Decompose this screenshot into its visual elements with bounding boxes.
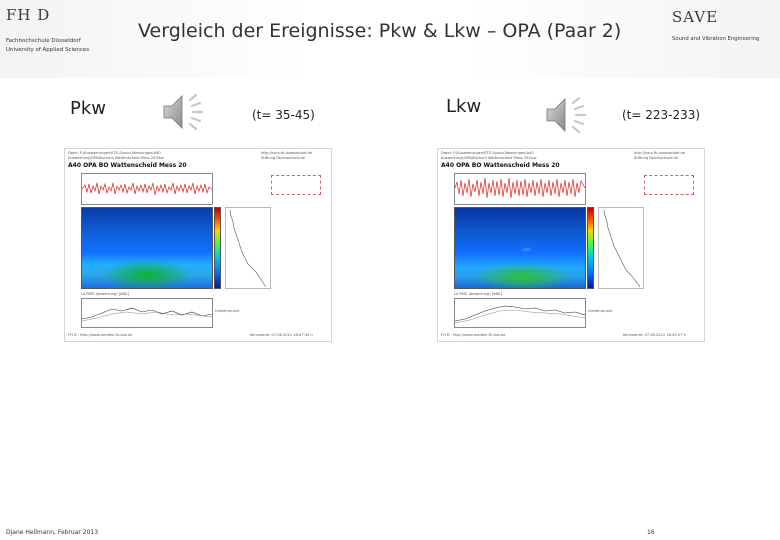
author-date: Djane Hellmann, Februar 2013 [6, 529, 99, 536]
lkw-spectrogram-panel [437, 148, 705, 342]
panel-path-line1: Datei: F:\Auswertungen\ETS-Sound-Messungen\A40 [68, 151, 161, 155]
speaker-sound-icon[interactable] [160, 92, 210, 132]
rms-curve-plot [454, 298, 586, 328]
panel-footer-right: Kennwerte: 07.08.2012 18:47:34 h [250, 333, 313, 337]
rms-label: Ld RMS (bewertung) [dBA] [454, 292, 502, 296]
rms-legend: Umkehrpunkt [215, 309, 240, 313]
panel-header-right2: Stiftung Fachhochschule [261, 156, 305, 160]
pkw-label: Pkw [70, 98, 106, 119]
time-trace-plot [81, 173, 213, 205]
pkw-spectrogram-panel [64, 148, 332, 342]
rms-label: Ld RMS (bewertung) [dBA] [81, 292, 129, 296]
pkw-time-range: (t= 35-45) [252, 108, 315, 122]
lkw-time-range: (t= 223-233) [622, 108, 701, 122]
panel-title: A40 OPA BO Wattenscheid Mess 20 [441, 162, 560, 169]
legend-box [644, 175, 694, 195]
panel-footer-right: Kennwerte: 07.08.2012 18:49:27 h [623, 333, 686, 337]
spectrum-profile [598, 207, 644, 289]
color-scale-bar [587, 207, 594, 289]
panel-footer: FH D · http://www.medien-fh-dus.de [441, 333, 506, 337]
panel-path-line1: Datei: F:\Auswertungen\ETS-Sound-Messungen\A40 [441, 151, 534, 155]
panel-path-line2: Auswertung\OPA\Bochum Wattenscheid Mess 20\Pkw [68, 156, 164, 160]
panel-header-right1: http://kurs.fh-duesseldorf.de [634, 151, 685, 155]
color-scale-bar [214, 207, 221, 289]
save-logo: SAVE [672, 8, 719, 26]
spectrogram-image [81, 207, 213, 289]
slide-title: Vergleich der Ereignisse: Pkw & Lkw – OPA (Paar 2) [138, 20, 622, 42]
legend-box [271, 175, 321, 195]
panel-header-right2: Stiftung Fachhochschule [634, 156, 678, 160]
page-number: 16 [647, 529, 655, 536]
fhd-logo: FH D [6, 6, 51, 24]
panel-title: A40 OPA BO Wattenscheid Mess 20 [68, 162, 187, 169]
university-subtitle: University of Applied Sciences [6, 47, 90, 53]
university-name: Fachhochschule Düsseldorf [6, 38, 81, 44]
panel-footer: FH D · http://www.medien-fh-dus.de [68, 333, 133, 337]
lab-subtitle: Sound and Vibration Engineering [672, 36, 760, 42]
rms-legend: Umkehrpunkt [588, 309, 613, 313]
speaker-sound-icon[interactable] [543, 95, 593, 135]
time-trace-plot [454, 173, 586, 205]
panel-header-right1: http://kurs.fh-duesseldorf.de [261, 151, 312, 155]
rms-curve-plot [81, 298, 213, 328]
lkw-label: Lkw [446, 96, 482, 117]
spectrum-profile [225, 207, 271, 289]
panel-path-line2: Auswertung\OPA\Bochum Wattenscheid Mess 20\Lkw [441, 156, 537, 160]
spectrogram-image [454, 207, 586, 289]
